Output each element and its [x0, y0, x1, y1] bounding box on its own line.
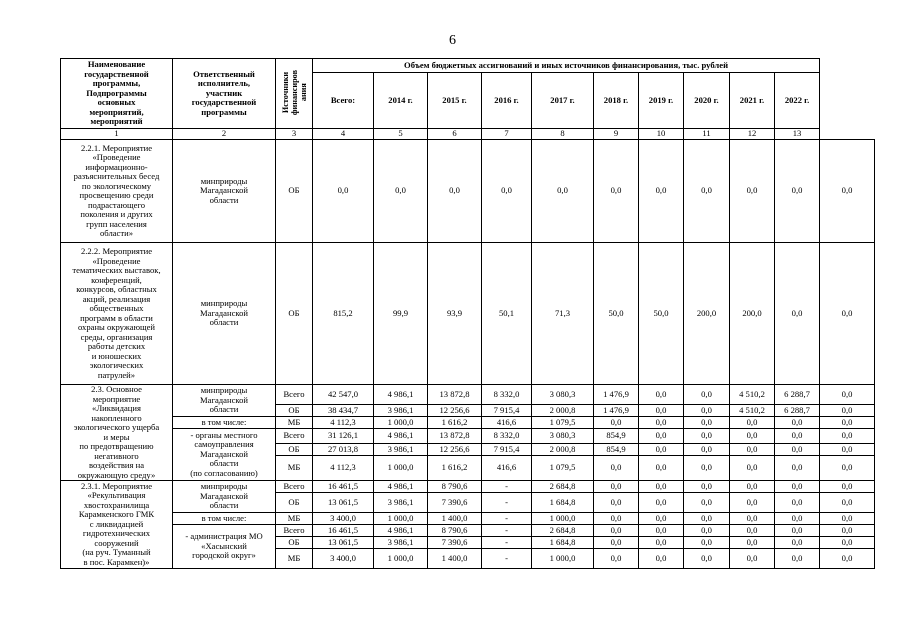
value-cell: 0,0 [775, 481, 820, 493]
funding-source: Всего [276, 525, 313, 537]
value-cell: - [482, 537, 532, 549]
value-cell: 0,0 [594, 456, 639, 481]
header-name: Наименование государственной программы, Подпрограммы основных мероприятий, мероприятий [61, 59, 173, 129]
value-cell: 1 400,0 [428, 513, 482, 525]
value-cell: 1 000,0 [374, 549, 428, 569]
value-cell: - [482, 481, 532, 493]
value-cell: 0,0 [820, 385, 875, 405]
including-label: в том числе: [173, 513, 276, 525]
value-cell: 854,9 [594, 444, 639, 456]
page-number: 6 [449, 33, 456, 48]
funding-source: ОБ [276, 537, 313, 549]
value-cell: 0,0 [594, 417, 639, 429]
value-cell: 0,0 [820, 405, 875, 417]
value-cell: 3 400,0 [313, 513, 374, 525]
value-cell: 2 684,8 [532, 525, 594, 537]
value-cell: 1 400,0 [428, 549, 482, 569]
value-cell: 4 986,1 [374, 429, 428, 444]
value-cell: 416,6 [482, 417, 532, 429]
value-cell: 7 915,4 [482, 444, 532, 456]
value-cell: 8 790,6 [428, 481, 482, 493]
value-cell: 1 000,0 [532, 549, 594, 569]
value-cell: 7 915,4 [482, 405, 532, 417]
table-row [61, 513, 875, 525]
value-cell: - [482, 549, 532, 569]
column-number: 2 [173, 129, 276, 140]
value-cell: 0,0 [775, 493, 820, 513]
value-cell: 0,0 [639, 481, 684, 493]
value-cell: 38 434,7 [313, 405, 374, 417]
value-cell: 0,0 [639, 493, 684, 513]
value-cell: 0,0 [639, 525, 684, 537]
value-cell: 0,0 [639, 140, 684, 243]
value-cell: 0,0 [684, 429, 730, 444]
value-cell: 0,0 [639, 513, 684, 525]
year-header: 2019 г. [639, 73, 684, 129]
funding-source: ОБ [276, 405, 313, 417]
value-cell: 3 986,1 [374, 444, 428, 456]
value-cell: 0,0 [684, 513, 730, 525]
value-cell: 0,0 [820, 513, 875, 525]
value-cell: 8 332,0 [482, 385, 532, 405]
executor: минприроды Магаданской области [173, 243, 276, 385]
value-cell: 4 510,2 [730, 385, 775, 405]
column-number: 3 [276, 129, 313, 140]
value-cell: 2 000,8 [532, 405, 594, 417]
column-number: 10 [639, 129, 684, 140]
value-cell: 0,0 [594, 549, 639, 569]
value-cell: 3 986,1 [374, 493, 428, 513]
funding-source: МБ [276, 513, 313, 525]
value-cell: 0,0 [730, 525, 775, 537]
column-number: 11 [684, 129, 730, 140]
value-cell: 0,0 [639, 456, 684, 481]
year-header: Всего: [313, 73, 374, 129]
value-cell: 0,0 [775, 456, 820, 481]
value-cell: 4 112,3 [313, 456, 374, 481]
header-executor: Ответственный исполнитель, участник государственной программы [173, 59, 276, 129]
funding-source: ОБ [276, 140, 313, 243]
value-cell: 1 476,9 [594, 405, 639, 417]
value-cell: 0,0 [775, 429, 820, 444]
value-cell: 0,0 [684, 405, 730, 417]
value-cell: - [482, 493, 532, 513]
value-cell: 0,0 [428, 140, 482, 243]
value-cell: 0,0 [684, 385, 730, 405]
value-cell: 0,0 [730, 537, 775, 549]
value-cell: 50,1 [482, 243, 532, 385]
value-cell: 0,0 [730, 549, 775, 569]
value-cell: 0,0 [820, 537, 875, 549]
activity-name: 2.2.2. Мероприятие «Проведение тематических выставок, конференций, конкурсов, областных акций, реализация общественных программ в области охраны окружающей среды, организация работы детских и юношеских экологических патрулей» [61, 243, 173, 385]
value-cell: 0,0 [639, 385, 684, 405]
value-cell: 0,0 [313, 140, 374, 243]
value-cell: - [482, 513, 532, 525]
value-cell: 0,0 [639, 549, 684, 569]
year-header: 2014 г. [374, 73, 428, 129]
value-cell: 31 126,1 [313, 429, 374, 444]
value-cell: 0,0 [374, 140, 428, 243]
funding-source: ОБ [276, 243, 313, 385]
value-cell: 0,0 [730, 417, 775, 429]
funding-source: МБ [276, 456, 313, 481]
value-cell: 99,9 [374, 243, 428, 385]
column-number-row [61, 129, 875, 140]
value-cell: 0,0 [820, 243, 875, 385]
value-cell: 0,0 [684, 456, 730, 481]
executor: минприроды Магаданской области [173, 140, 276, 243]
value-cell: 815,2 [313, 243, 374, 385]
executor: - администрация МО «Хасынский городской округ» [173, 525, 276, 569]
value-cell: 0,0 [594, 513, 639, 525]
activity-name: 2.3.1. Мероприятие «Рекультивация хвостохранилища Карамкенского ГМК с ликвидацией гидротехнических сооружений (на руч. Туманный в пос. Карамкен)» [61, 481, 173, 569]
funding-source: МБ [276, 417, 313, 429]
year-header: 2015 г. [428, 73, 482, 129]
value-cell: 0,0 [820, 429, 875, 444]
column-number: 9 [594, 129, 639, 140]
value-cell: 0,0 [820, 140, 875, 243]
column-number: 1 [61, 129, 173, 140]
executor: - органы местного самоуправления Магаданской области (по согласованию) [173, 429, 276, 481]
value-cell: 4 986,1 [374, 525, 428, 537]
value-cell: 13 872,8 [428, 429, 482, 444]
value-cell: 12 256,6 [428, 405, 482, 417]
value-cell: 4 112,3 [313, 417, 374, 429]
value-cell: 0,0 [684, 417, 730, 429]
column-number: 4 [313, 129, 374, 140]
table-row [61, 417, 875, 429]
value-cell: 0,0 [820, 417, 875, 429]
column-number: 5 [374, 129, 428, 140]
value-cell: 12 256,6 [428, 444, 482, 456]
funding-source: ОБ [276, 444, 313, 456]
value-cell: 0,0 [775, 444, 820, 456]
value-cell: 0,0 [482, 140, 532, 243]
value-cell: 3 080,3 [532, 385, 594, 405]
activity-name: 2.3. Основное мероприятие «Ликвидация накопленного экологического ущерба и меры по предотвращению негативного воздействия на окружающую среду» [61, 385, 173, 481]
value-cell: 854,9 [594, 429, 639, 444]
table-row [61, 525, 875, 537]
value-cell: 1 079,5 [532, 456, 594, 481]
value-cell: 0,0 [730, 513, 775, 525]
year-header: 2021 г. [730, 73, 775, 129]
value-cell: 16 461,5 [313, 481, 374, 493]
value-cell: 0,0 [820, 549, 875, 569]
column-number: 6 [428, 129, 482, 140]
table-row [61, 385, 875, 405]
value-cell: 27 013,8 [313, 444, 374, 456]
funding-source: МБ [276, 549, 313, 569]
value-cell: 1 079,5 [532, 417, 594, 429]
value-cell: 0,0 [594, 481, 639, 493]
value-cell: 0,0 [684, 444, 730, 456]
value-cell: 13 061,5 [313, 537, 374, 549]
value-cell: 0,0 [730, 456, 775, 481]
value-cell: 16 461,5 [313, 525, 374, 537]
table-row [61, 481, 875, 493]
value-cell: 0,0 [775, 243, 820, 385]
value-cell: 0,0 [594, 537, 639, 549]
value-cell: 0,0 [639, 417, 684, 429]
value-cell: 1 000,0 [374, 456, 428, 481]
value-cell: 0,0 [730, 444, 775, 456]
year-header: 2022 г. [775, 73, 820, 129]
value-cell: - [482, 525, 532, 537]
year-header: 2018 г. [594, 73, 639, 129]
value-cell: 50,0 [639, 243, 684, 385]
funding-source: Всего [276, 385, 313, 405]
value-cell: 2 684,8 [532, 481, 594, 493]
header-source [276, 59, 313, 129]
value-cell: 0,0 [594, 493, 639, 513]
value-cell: 0,0 [775, 549, 820, 569]
table-row [61, 429, 875, 444]
value-cell: 4 986,1 [374, 481, 428, 493]
including-label: в том числе: [173, 417, 276, 429]
value-cell: 0,0 [820, 525, 875, 537]
value-cell: 50,0 [594, 243, 639, 385]
value-cell: 1 616,2 [428, 417, 482, 429]
executor: минприроды Магаданской области [173, 385, 276, 417]
value-cell: 7 390,6 [428, 493, 482, 513]
value-cell: 0,0 [684, 525, 730, 537]
value-cell: 0,0 [775, 417, 820, 429]
value-cell: 1 616,2 [428, 456, 482, 481]
value-cell: 0,0 [820, 493, 875, 513]
activity-name: 2.2.1. Мероприятие «Проведение информационно- разъяснительных бесед по экологическому просвещению среди подрастающего поколения и других групп населения области» [61, 140, 173, 243]
year-header: 2016 г. [482, 73, 532, 129]
value-cell: 0,0 [820, 481, 875, 493]
year-header: 2017 г. [532, 73, 594, 129]
value-cell: 1 000,0 [374, 417, 428, 429]
funding-source: Всего [276, 429, 313, 444]
value-cell: 0,0 [775, 513, 820, 525]
value-cell: 0,0 [684, 537, 730, 549]
budget-table [60, 58, 875, 569]
value-cell: 8 332,0 [482, 429, 532, 444]
value-cell: 93,9 [428, 243, 482, 385]
value-cell: 3 080,3 [532, 429, 594, 444]
value-cell: 0,0 [820, 456, 875, 481]
value-cell: 0,0 [639, 405, 684, 417]
header-funding: Объем бюджетных ассигнований и иных источников финансирования, тыс. рублей [313, 59, 820, 73]
value-cell: 0,0 [684, 549, 730, 569]
table-row [61, 243, 875, 385]
value-cell: 0,0 [639, 537, 684, 549]
header-source-label: Источники финансиров ания [280, 69, 308, 115]
value-cell: 200,0 [684, 243, 730, 385]
value-cell: 3 400,0 [313, 549, 374, 569]
executor: минприроды Магаданской области [173, 481, 276, 513]
value-cell: 1 684,8 [532, 493, 594, 513]
value-cell: 0,0 [684, 481, 730, 493]
value-cell: 4 986,1 [374, 385, 428, 405]
value-cell: 2 000,8 [532, 444, 594, 456]
value-cell: 7 390,6 [428, 537, 482, 549]
value-cell: 1 476,9 [594, 385, 639, 405]
value-cell: 1 000,0 [374, 513, 428, 525]
value-cell: 200,0 [730, 243, 775, 385]
value-cell: 0,0 [775, 525, 820, 537]
value-cell: 13 872,8 [428, 385, 482, 405]
table-row [61, 140, 875, 243]
value-cell: 0,0 [594, 140, 639, 243]
funding-source: ОБ [276, 493, 313, 513]
value-cell: 3 986,1 [374, 405, 428, 417]
column-number: 8 [532, 129, 594, 140]
value-cell: 42 547,0 [313, 385, 374, 405]
value-cell: 13 061,5 [313, 493, 374, 513]
value-cell: 0,0 [820, 444, 875, 456]
column-number: 12 [730, 129, 775, 140]
value-cell: 0,0 [594, 525, 639, 537]
value-cell: 6 288,7 [775, 385, 820, 405]
value-cell: 0,0 [730, 140, 775, 243]
value-cell: 0,0 [639, 444, 684, 456]
column-number: 7 [482, 129, 532, 140]
value-cell: 0,0 [532, 140, 594, 243]
value-cell: 4 510,2 [730, 405, 775, 417]
year-header: 2020 г. [684, 73, 730, 129]
funding-source: Всего [276, 481, 313, 493]
value-cell: 3 986,1 [374, 537, 428, 549]
value-cell: 71,3 [532, 243, 594, 385]
value-cell: 6 288,7 [775, 405, 820, 417]
value-cell: 0,0 [775, 537, 820, 549]
value-cell: 0,0 [730, 493, 775, 513]
value-cell: 1 684,8 [532, 537, 594, 549]
column-number: 13 [775, 129, 820, 140]
value-cell: 0,0 [730, 481, 775, 493]
value-cell: 0,0 [775, 140, 820, 243]
value-cell: 0,0 [684, 493, 730, 513]
value-cell: 0,0 [730, 429, 775, 444]
value-cell: 0,0 [639, 429, 684, 444]
value-cell: 8 790,6 [428, 525, 482, 537]
value-cell: 1 000,0 [532, 513, 594, 525]
value-cell: 0,0 [684, 140, 730, 243]
value-cell: 416,6 [482, 456, 532, 481]
